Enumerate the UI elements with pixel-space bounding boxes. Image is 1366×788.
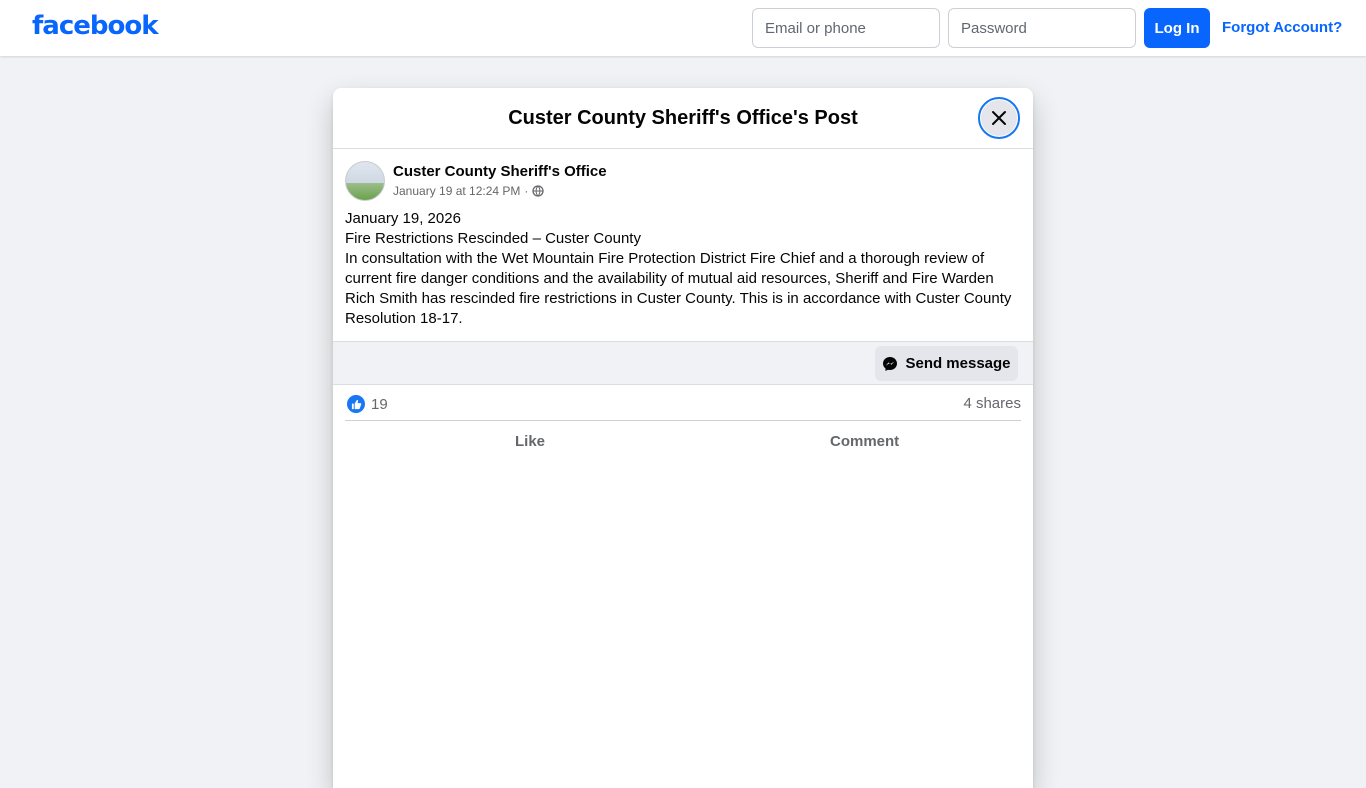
login-button[interactable]: Log In	[1144, 8, 1210, 48]
meta-separator: ·	[524, 184, 529, 198]
messenger-icon	[882, 356, 898, 372]
post-actions	[345, 421, 1021, 461]
share-count[interactable]: 4 shares	[963, 395, 1021, 412]
send-message-button[interactable]	[875, 346, 1018, 381]
post-body	[333, 207, 1033, 341]
forgot-account-link[interactable]: Forgot Account?	[1222, 19, 1343, 36]
email-input[interactable]	[752, 8, 940, 48]
facebook-logo[interactable]: facebook	[32, 11, 158, 41]
close-button[interactable]	[978, 97, 1020, 139]
post-header	[333, 149, 1033, 207]
globe-icon	[532, 185, 544, 197]
top-navbar	[0, 0, 1366, 56]
post-author[interactable]: Custer County Sheriff's Office	[393, 163, 607, 180]
dialog-title: Custer County Sheriff's Office's Post	[508, 107, 858, 129]
thumbs-up-icon	[351, 399, 362, 410]
like-count[interactable]: 19	[371, 396, 388, 413]
send-message-label: Send message	[905, 355, 1011, 372]
avatar[interactable]	[345, 161, 385, 201]
post-timestamp[interactable]: January 19 at 12:24 PM	[393, 184, 521, 198]
post-meta	[393, 184, 544, 198]
dialog-header	[333, 88, 1033, 149]
comment-button[interactable]: Comment	[830, 433, 900, 450]
reaction-stats	[345, 385, 1021, 421]
password-input[interactable]	[948, 8, 1136, 48]
post-line: January 19, 2026	[345, 210, 461, 227]
post-line: Fire Restrictions Rescinded – Custer County	[345, 230, 641, 247]
post-line: In consultation with the Wet Mountain Fire Protection District Fire Chief and a thorough review of current fire danger conditions and the availability of mutual aid resources, Sheriff and Fire Warden Rich Smith has rescinded fire restrictions in Custer County. This is in accordance with Custer County Resolution 18-17.	[345, 250, 1012, 327]
post-dialog	[333, 88, 1033, 788]
like-button[interactable]: Like	[515, 433, 546, 450]
message-bar	[333, 341, 1033, 385]
like-reaction-icon[interactable]	[347, 395, 365, 413]
close-icon	[991, 110, 1007, 126]
